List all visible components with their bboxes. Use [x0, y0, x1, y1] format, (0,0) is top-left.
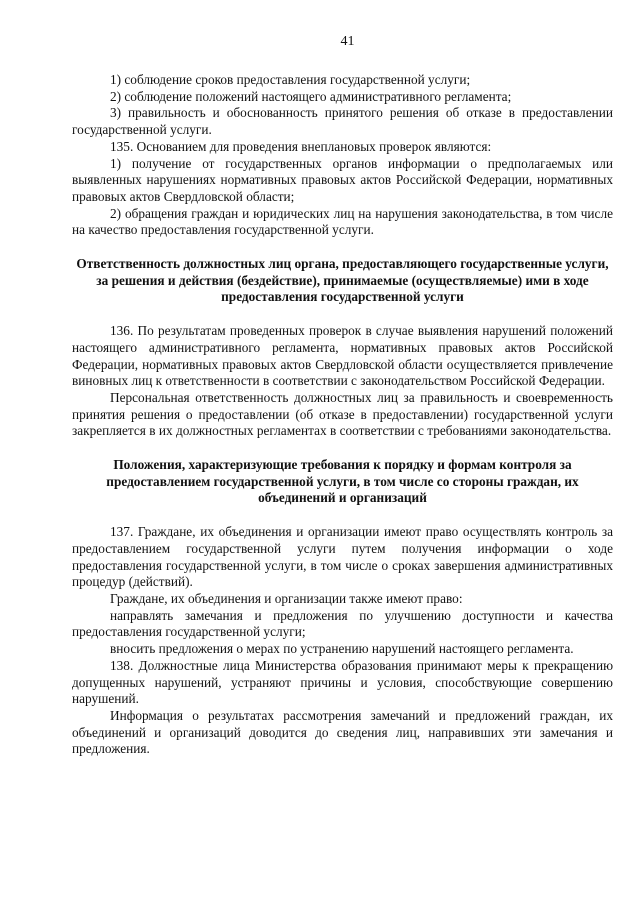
section-responsibility	[72, 323, 613, 440]
section-heading-responsibility: Ответственность должностных лиц органа, предоставляющего государственные услуги, за решения и действия (бездействие), принимаемые (осуществляемые) ими в ходе предоставления государственной услуги	[76, 256, 609, 305]
paragraph: 1) получение от государственных органов информации о предполагаемых или выявленных нарушениях нормативных правовых актов Российской Федерации, нормативных правовых актов Свердловской области;	[72, 155, 613, 204]
paragraph: Персональная ответственность должностных лиц за правильность и своевременность принятия решения о предоставлении (об отказе в предоставлении) государственной услуги закрепляется в их должностных регламентах в соответствии с требованиями законодательства.	[72, 389, 613, 439]
paragraph: 2) соблюдение положений настоящего административного регламента;	[110, 88, 512, 104]
paragraph: 137. Граждане, их объединения и организации имеют право осуществлять контроль за предоставлением государственной услуги путем получения информации о ходе предоставления государственной услуги, в том числе о сроках завершения административных процедур (действий).	[72, 524, 613, 590]
section-heading-public-control: Положения, характеризующие требования к порядку и формам контроля за предоставлением государственной услуги, в том числе со стороны граждан, их объединений и организаций	[106, 457, 579, 506]
paragraph: Граждане, их объединения и организации также имеют право:	[110, 590, 463, 606]
section-control-criteria	[72, 72, 613, 239]
paragraph: Информация о результатах рассмотрения замечаний и предложений граждан, их объединений и организаций доводится до сведения лиц, направивших эти замечания и предложения.	[72, 707, 613, 757]
paragraph: направлять замечания и предложения по улучшению доступности и качества предоставления государственной услуги;	[72, 607, 613, 640]
paragraph: 138. Должностные лица Министерства образования принимают меры к прекращению допущенных нарушений, устраняют причины и условия, способствующие совершению нарушений.	[72, 657, 613, 707]
paragraph: 1) соблюдение сроков предоставления государственной услуги;	[110, 72, 471, 87]
paragraph: 136. По результатам проведенных проверок в случае выявления нарушений положений настоящего административного регламента, нормативных правовых актов Российской Федерации, нормативных правовых актов Свердловской области осуществляется привлечение виновных лиц к ответственности в соответствии с законодательством Российской Федерации.	[72, 323, 613, 389]
paragraph: 135. Основанием для проведения внеплановых проверок являются:	[110, 138, 492, 154]
section-public-control	[72, 524, 613, 758]
paragraph: 3) правильность и обоснованность принятого решения об отказе в предоставлении государственной услуги.	[72, 105, 613, 138]
page-number: 41	[340, 34, 355, 49]
paragraph: 2) обращения граждан и юридических лиц на нарушения законодательства, в том числе на качество предоставления государственной услуги.	[72, 205, 613, 238]
paragraph: вносить предложения о мерах по устранению нарушений настоящего регламента.	[110, 641, 574, 657]
